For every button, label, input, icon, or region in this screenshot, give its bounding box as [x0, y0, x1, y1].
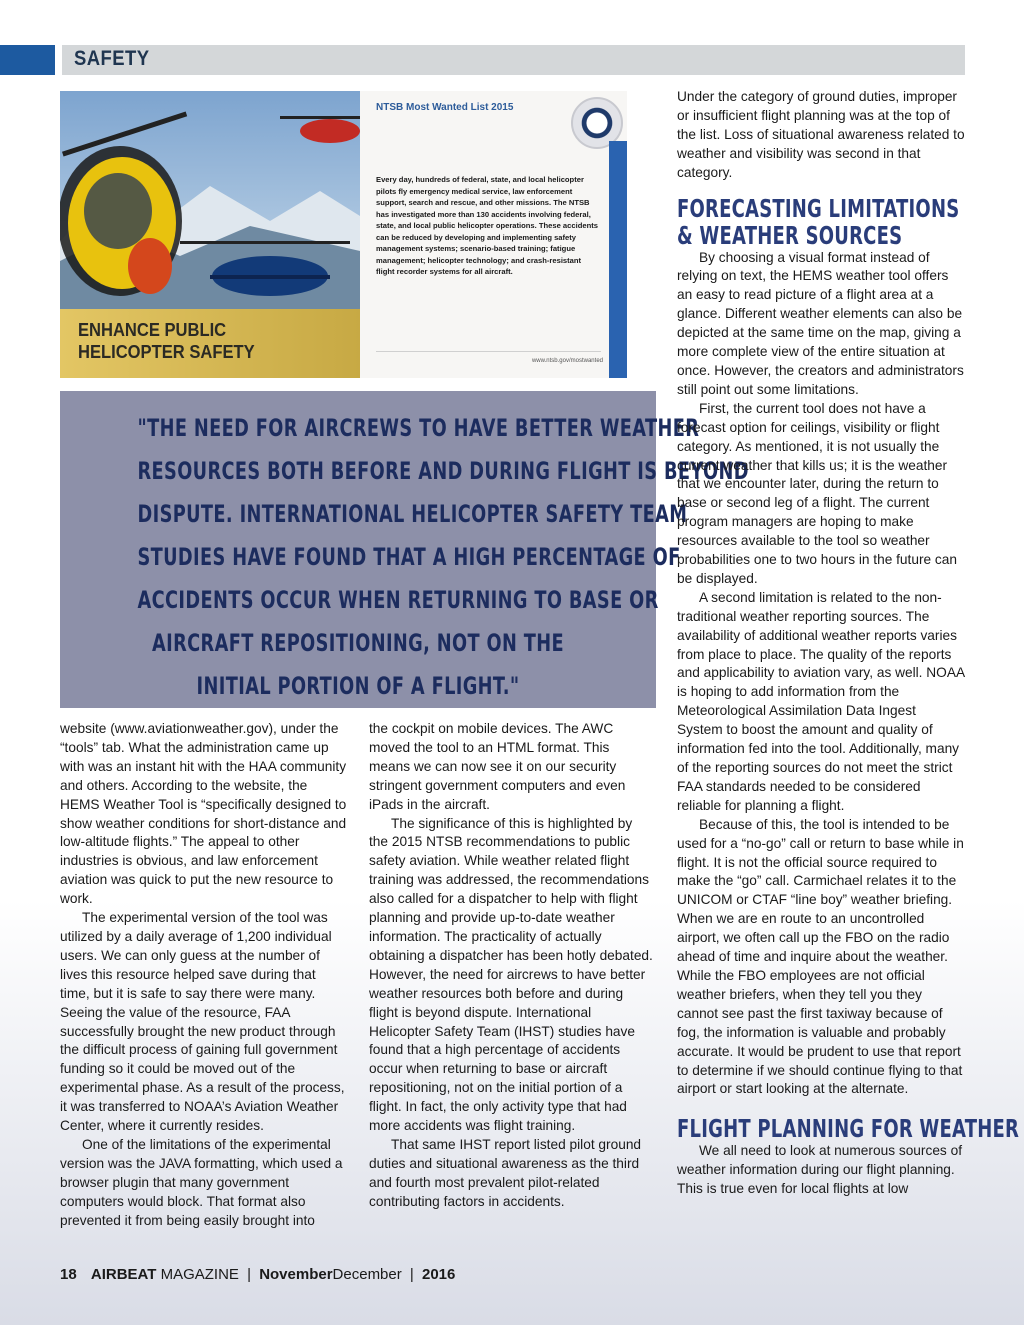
page-number: 18	[60, 1266, 77, 1283]
footer-separator: |	[247, 1266, 252, 1283]
paragraph: website (www.aviationweather.gov), under the “tools” tab. What the administration came up with was an instant hit with the HAA community and others. According to the website, the HEMS Weather Tool is “specifically designed to show weather conditions for short-distance and low-altitude flights.” The appeal to other industries is obvious, and law enforcement aviation was quick to put the new resource to work.	[60, 721, 347, 907]
issue-month-rest: December	[332, 1266, 402, 1283]
hero-caption	[60, 309, 360, 378]
paragraph: That same IHST report listed pilot ground duties and situational awareness as the third and fourth most prevalent pilot-related contributing factors in accidents.	[369, 1136, 642, 1209]
article-column-2	[369, 720, 654, 1212]
magazine-name-rest: MAGAZINE	[160, 1266, 239, 1283]
article-column-3	[677, 88, 1020, 1199]
paragraph: the cockpit on mobile devices. The AWC moved the tool to an HTML format. This means we can now see it on our security stringent government computers and even iPads in the aircraft.	[369, 721, 626, 812]
footer-separator: |	[409, 1266, 414, 1283]
pull-quote-line: STUDIES HAVE FOUND THAT A HIGH PERCENTAGE OF	[137, 543, 681, 571]
subheading-flight-planning: FLIGHT PLANNING FOR WEATHER	[677, 1114, 1020, 1144]
subheading-line: & WEATHER SOURCES	[677, 220, 903, 250]
ntsb-title: NTSB Most Wanted List 2015	[376, 102, 514, 113]
ntsb-body: Every day, hundreds of federal, state, and local helicopter pilots fly emergency medical service, law enforcement support, search and rescue, and other missions. The NTSB has investigated more than 130 accidents involving federal, state, and local public helicopter operations. These accidents can be reduced by developing and implementing safety management systems; scenario-based training; fatigue management; helicopter technology; and crash-resistant flight recorder systems for all aircraft.	[376, 175, 598, 276]
subheading-forecasting	[677, 193, 960, 250]
hero-image	[60, 91, 627, 378]
issue-year: 2016	[422, 1266, 456, 1283]
page-footer	[60, 1266, 455, 1283]
paragraph: We all need to look at numerous sources of weather information during our flight planning. This is true even for local flights at low	[677, 1143, 962, 1197]
pull-quote-line: ACCIDENTS OCCUR WHEN RETURNING TO BASE OR	[137, 586, 659, 614]
paragraph: By choosing a visual format instead of relying on text, the HEMS weather tool offers an easy to read picture of a flight area at a glance. Different weather elements can also be depicted at the same time on the map, giving a more complete view of the entire situation at once. However, the creators and administrators still point out some limitations.	[677, 249, 964, 397]
hero-caption-line2: HELICOPTER SAFETY	[78, 342, 255, 362]
paragraph: Because of this, the tool is intended to be used for a “no-go” call or return to base while in flight. It is not the official source required to make the “go” call. Carmichael relates it to the UNICOM or CTAF “line boy” weather briefing. When we are en route to an uncontrolled airport, we often call up the FBO on the radio ahead of time and inquire about the weather. While the FBO employees are not official weather briefers, when they tell you they cannot see past the first taxiway because of fog, the information is valuable and probably accurate. It would be prudent to use that report to determine if we should continue flying to that airport or start looking at the alternate.	[677, 816, 964, 1097]
pull-quote-line: INITIAL PORTION OF A FLIGHT."	[196, 672, 520, 700]
subheading-line: FORECASTING LIMITATIONS	[677, 193, 960, 223]
hero-caption-line1: ENHANCE PUBLIC	[78, 320, 227, 340]
magazine-name-bold: AIRBEAT	[90, 1266, 157, 1283]
pull-quote-text	[137, 407, 749, 708]
pull-quote-line: "THE NEED FOR AIRCREWS TO HAVE BETTER WEATHER	[137, 414, 700, 442]
ntsb-document	[360, 91, 627, 378]
paragraph: The significance of this is highlighted by the 2015 NTSB recommendations to public safety aviation. While weather related flight training was addressed, the recommendations also called for a dispatcher to help with flight planning and provide up-to-date weather information. The practicality of actually obtaining a dispatcher has been hotly debated. However, the need for aircrews to have better weather resources both before and during flight is beyond dispute. International Helicopter Safety Team (IHST) studies have found that a high percentage of accidents occur when returning to base or aircraft repositioning, not on the initial portion of a flight. In fact, the only activity type that had more accidents was flight training.	[369, 815, 653, 1134]
section-label: SAFETY	[74, 47, 150, 70]
article-column-1	[60, 720, 347, 1230]
pull-quote-line: RESOURCES BOTH BEFORE AND DURING FLIGHT IS BEYOND	[137, 457, 749, 485]
pull-quote-line: AIRCRAFT REPOSITIONING, NOT ON THE	[152, 629, 564, 657]
paragraph: The experimental version of the tool was utilized by a daily average of 1,200 individual users. We can only guess at the number of lives this resource helped save during that time, but it is safe to say there were many. Seeing the value of the resource, FAA successfully brought the new product through the difficult process of gaining full government funding so it could be moved out of the experimental phase. As a result of the process, it was transferred to NOAA’s Aviation Weather Center, where it currently resides.	[60, 910, 345, 1134]
section-header	[62, 45, 965, 75]
issue-month-bold: November	[259, 1266, 333, 1283]
section-accent-block	[0, 45, 55, 75]
document-rule	[376, 351, 601, 352]
paragraph: A second limitation is related to the non-traditional weather reporting sources. The availability of additional weather reports varies from place to place. The quality of the reports and applicability to aviation vary, as well. NOAA is hoping to add information from the Meteorological Assimilation Data Ingest System to boost the amount and quality of information fed into the tool. Additionally, many of the reporting sources do not meet the strict FAA standards needed to be considered reliable for planning a flight.	[677, 589, 965, 813]
paragraph: One of the limitations of the experimental version was the JAVA formatting, which used a browser plugin that many government computers would block. That format also prevented it from being easily brought into	[60, 1136, 343, 1228]
paragraph: First, the current tool does not have a forecast option for ceilings, visibility or flight category. As mentioned, it is not usually the current weather that kills us; it is the weather that we encounter later, during the return to base or second leg of a flight. The current program managers are hoping to make resources available to the tool so weather probabilities one to two hours in the future can be displayed.	[677, 400, 958, 586]
paragraph: Under the category of ground duties, improper or insufficient flight planning was at the top of the list. Loss of situational awareness related to weather and visibility was second in that category.	[677, 89, 965, 180]
pull-quote	[60, 391, 749, 708]
document-stripe	[609, 141, 627, 378]
ntsb-url: www.ntsb.gov/mostwanted	[531, 358, 603, 364]
pull-quote-line: DISPUTE. INTERNATIONAL HELICOPTER SAFETY TEAM	[137, 500, 688, 528]
